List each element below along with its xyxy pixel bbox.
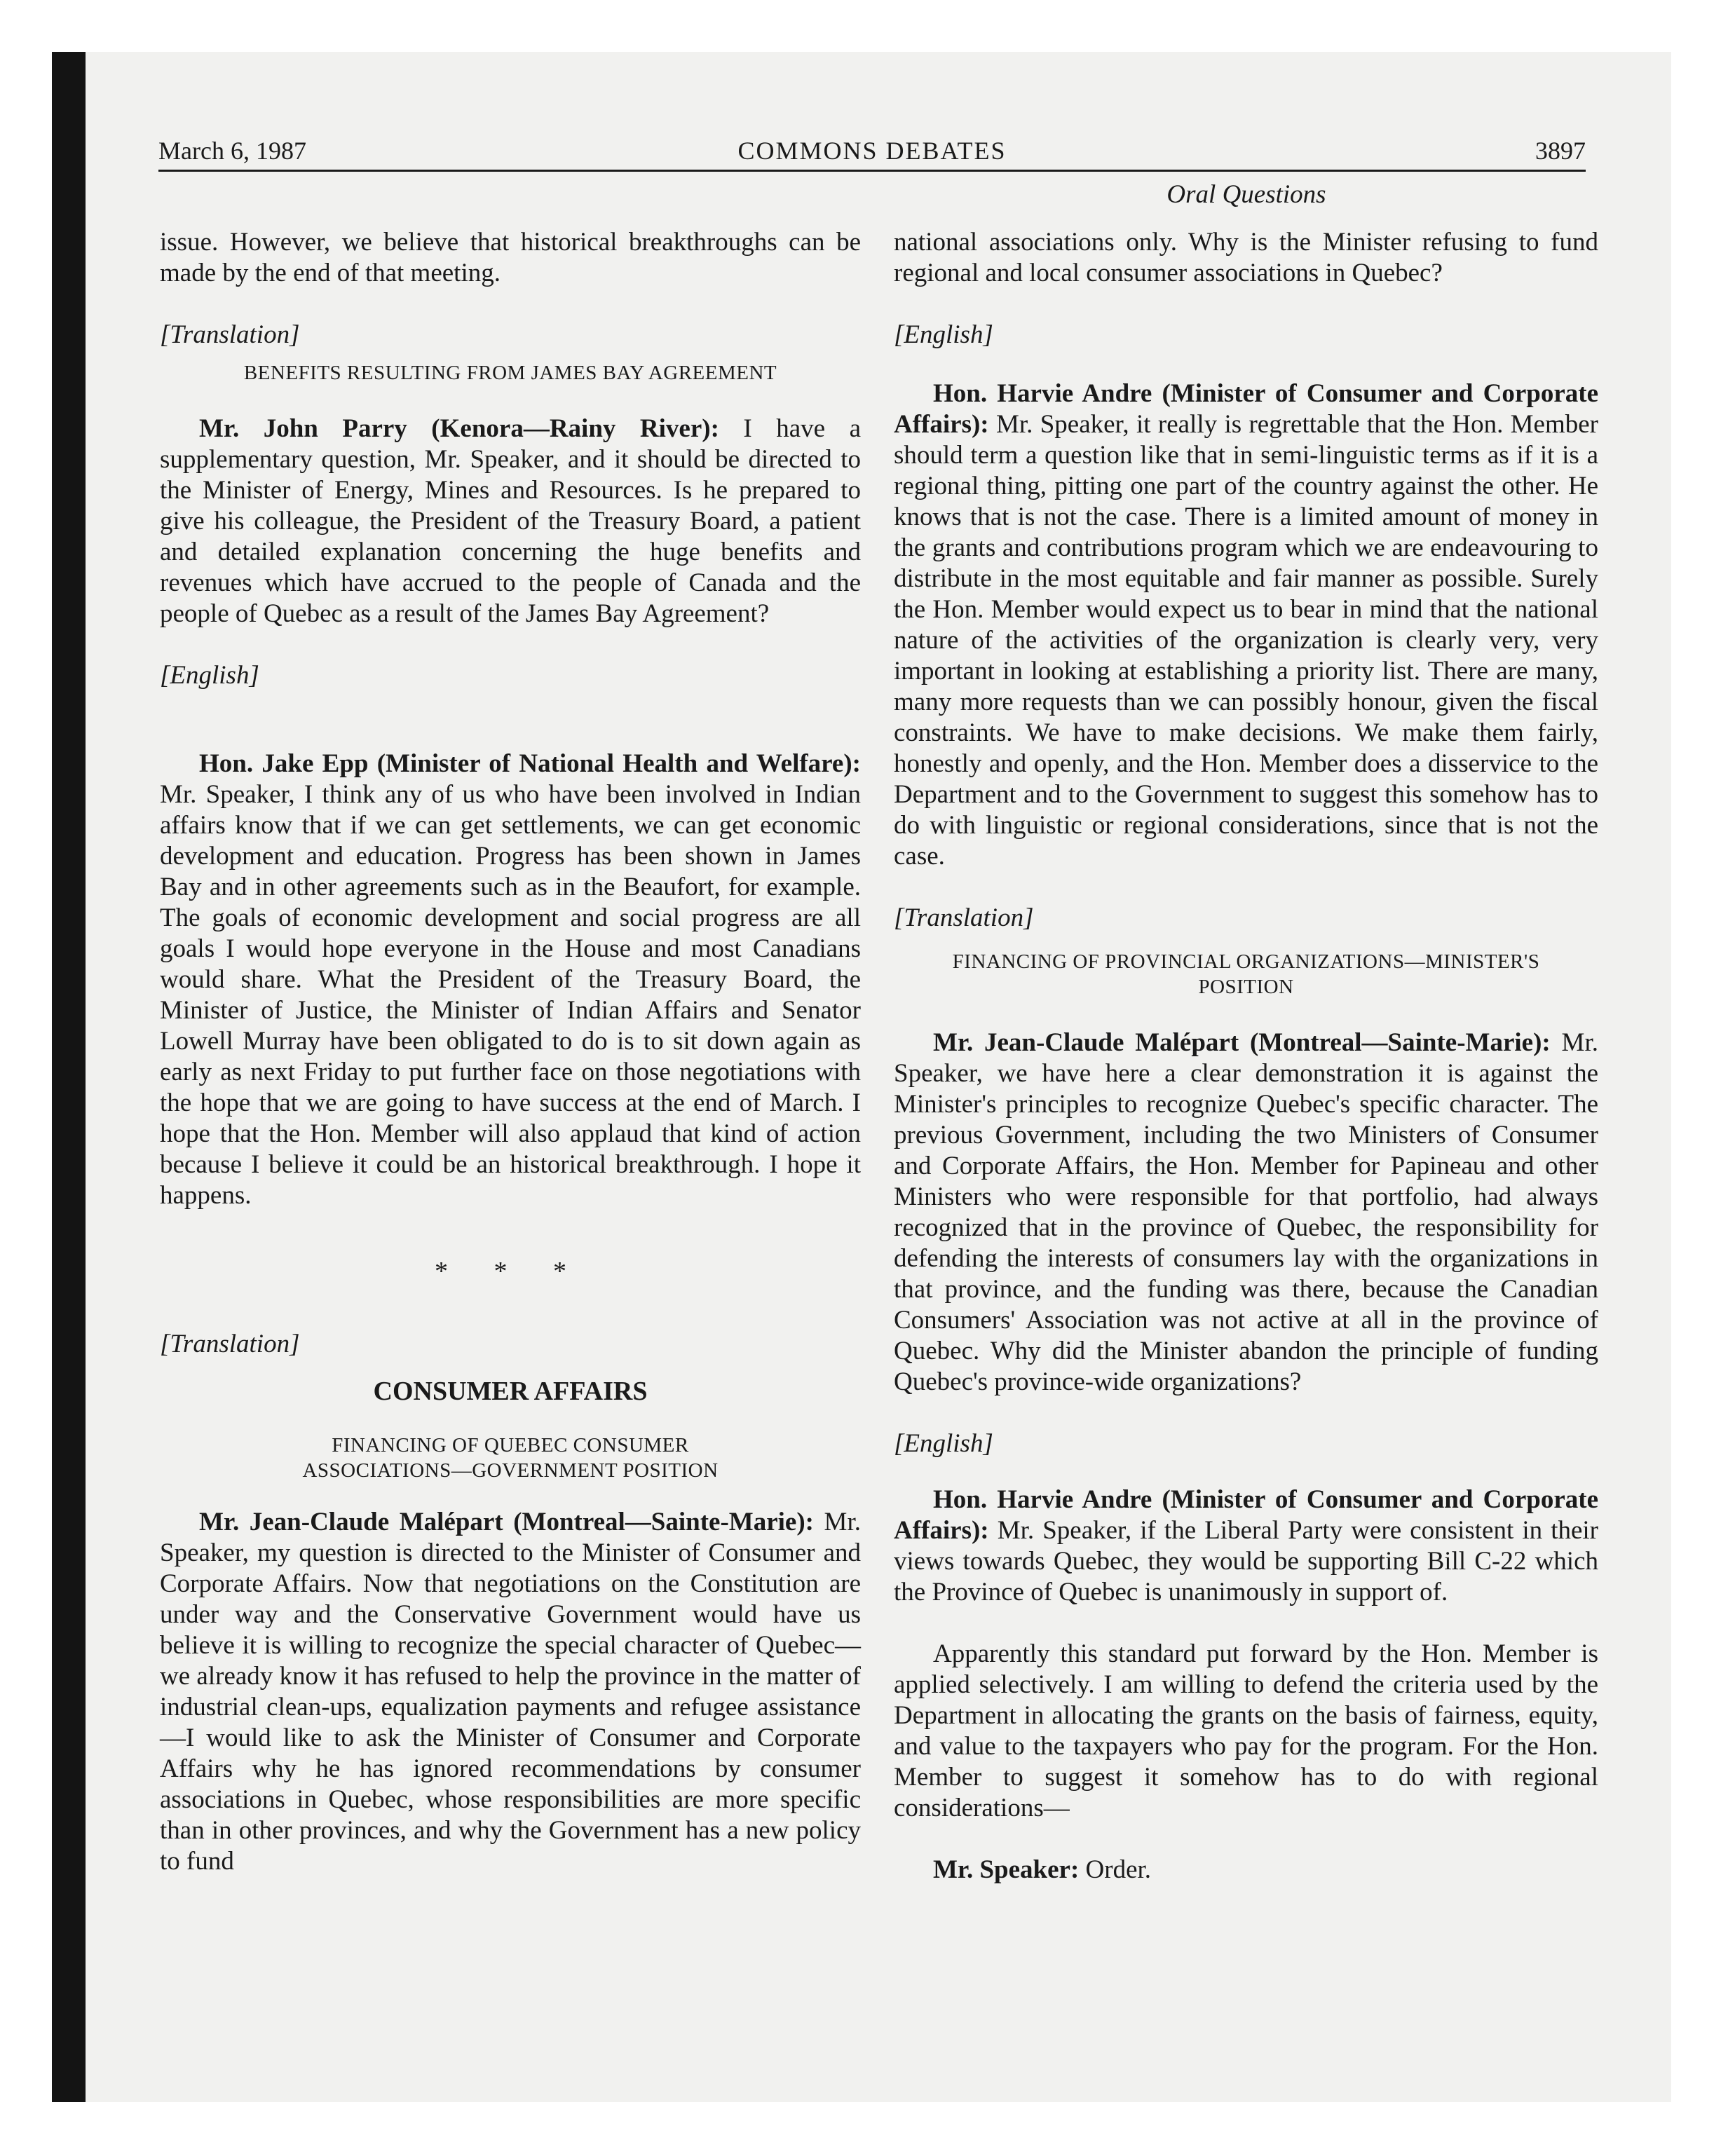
speech-paragraph — [160, 414, 861, 629]
section-label: Oral Questions — [1166, 180, 1326, 209]
speech-text: I have a supplementary question, Mr. Speaker, and it should be directed to the Minister of Energy, Mines and Resources. Is he prepared to give his colleague, the President of the Treasury Board, a patient and detailed explanation concerning the huge benefits and revenues which have accrued to the people of Canada and the people of Quebec as a result of the James Bay Agreement? — [160, 414, 862, 628]
speech-text: Mr. Speaker, it really is regrettable that the Hon. Member should term a question like that in semi-linguistic terms as if it is a regional thing, pitting one part of the country against the other. He knows that is not the case. There is a limited amount of money in the grants and contributions program which we are endeavouring to distribute in the most equitable and fair manner as possible. Surely the Hon. Member would expect us to bear in mind that the national nature of the activities of the organization is clearly very, very important in looking at establishing a priority list. There are many, many more requests than we can possibly honour, given the fiscal constraints. We have to make decisions. We make them fairly, honestly and openly, and the Hon. Member does a disservice to the Department and to the Government to suggest this somehow has to do with linguistic or regional considerations, since that is not the case. — [894, 410, 1598, 871]
speech-text: Mr. Speaker, we have here a clear demonstration it is against the Minister's principles to recognize Quebec's specific character. The previous Government, including the two Ministers of Consumer and Corporate Affairs, the Hon. Member for Papineau and other Ministers who were responsible for that portfolio, had always recognized that in the province of Quebec, the responsibility for defending the interests of consumers lay with the organizations in that province, and the funding was there, because the Canadian Consumers' Association was not active at all in the province of Quebec. Why did the Minister abandon the principle of funding Quebec's province-wide organizations? — [894, 1028, 1598, 1396]
speech-paragraph — [894, 378, 1598, 872]
page-header — [158, 125, 1586, 172]
language-tag: [English] — [160, 661, 259, 690]
speech-paragraph — [894, 1028, 1598, 1398]
speaker-name: Hon. Harvie Andre (Minister of Consumer and Corporate Affairs): — [894, 1485, 1598, 1545]
speaker-name: Mr. Jean-Claude Malépart (Montreal—Sainte-Marie): — [199, 1508, 814, 1536]
speech-text: Mr. Speaker, if the Liberal Party were consistent in their views towards Quebec, they would be supporting Bill C-22 which the Province of Quebec is unanimously in support of. — [894, 1516, 1598, 1606]
speech-paragraph — [894, 1485, 1598, 1608]
language-tag: [Translation] — [160, 1330, 300, 1358]
section-divider: * * * — [435, 1257, 586, 1286]
paragraph: Apparently this standard put forward by the Hon. Member is applied selectively. I am willing to defend the criteria used by the Department in allocating the grants on the basis of fairness, equity, and value to the taxpayers who pay for the program. For the Hon. Member to suggest it somehow has to do with regional considerations— — [894, 1639, 1598, 1822]
speaker-name: Hon. Jake Epp (Minister of National Health and Welfare): — [199, 749, 861, 778]
speech-paragraph — [894, 1855, 1598, 1885]
paragraph: issue. However, we believe that historical breakthroughs can be made by the end of that meeting. — [160, 228, 861, 287]
scan-binding-edge — [52, 52, 86, 2102]
speaker-name: Mr. Jean-Claude Malépart (Montreal—Sainte-Marie): — [933, 1028, 1551, 1057]
subject-heading: FINANCING OF PROVINCIAL ORGANIZATIONS—MINISTER'S POSITION — [952, 950, 1540, 998]
speech-paragraph — [160, 1507, 861, 1877]
speaker-name: Mr. John Parry (Kenora—Rainy River): — [199, 414, 719, 443]
header-date: March 6, 1987 — [158, 137, 306, 165]
language-tag: [English] — [894, 1429, 993, 1458]
language-tag: [English] — [894, 320, 993, 349]
left-column — [160, 227, 861, 1877]
right-column — [894, 227, 1598, 1885]
page-number: 3897 — [1535, 137, 1586, 165]
speech-text: Order. — [1079, 1855, 1152, 1884]
language-tag: [Translation] — [160, 320, 300, 349]
speaker-name: Hon. Harvie Andre (Minister of Consumer and Corporate Affairs): — [894, 379, 1598, 439]
language-tag: [Translation] — [894, 903, 1034, 932]
subject-heading: FINANCING OF QUEBEC CONSUMER ASSOCIATIONS—GOVERNMENT POSITION — [302, 1434, 719, 1482]
subject-heading: BENEFITS RESULTING FROM JAMES BAY AGREEMENT — [243, 362, 777, 384]
speech-paragraph — [160, 749, 861, 1211]
speech-text: Mr. Speaker, my question is directed to the Minister of Consumer and Corporate Affairs. Now that negotiations on the Constitution are under way and the Conservative Government would have us believe it is willing to recognize the special character of Quebec—we already know it has refused to help the province in the matter of industrial clean-ups, equalization payments and refugee assistance—I would like to ask the Minister of Consumer and Corporate Affairs why he has ignored recommendations by consumer associations in Quebec, whose responsibilities are more specific than in other provinces, and why the Government has a new policy to fund — [160, 1508, 861, 1876]
speech-text: Mr. Speaker, I think any of us who have been involved in Indian affairs know that if we can get settlements, we can get economic development and education. Progress has been shown in James Bay and in other agreements such as in the Beaufort, for example. The goals of economic development and social progress are all goals I would hope everyone in the House and most Canadians would share. What the President of the Treasury Board, the Minister of Justice, the Minister of Indian Affairs and Senator Lowell Murray have been obligated to do is to sit down again as early as next Friday to put further face on those negotiations with the hope that we are going to have success at the end of March. I hope that the Hon. Member will also applaud that kind of action because I believe it could be an historical breakthrough. I hope it happens. — [160, 780, 861, 1210]
speaker-name: Mr. Speaker: — [933, 1855, 1080, 1884]
major-heading: CONSUMER AFFAIRS — [373, 1377, 648, 1406]
paragraph: national associations only. Why is the Minister refusing to fund regional and local consumer associations in Quebec? — [894, 228, 1598, 287]
publication-title: COMMONS DEBATES — [737, 137, 1007, 165]
